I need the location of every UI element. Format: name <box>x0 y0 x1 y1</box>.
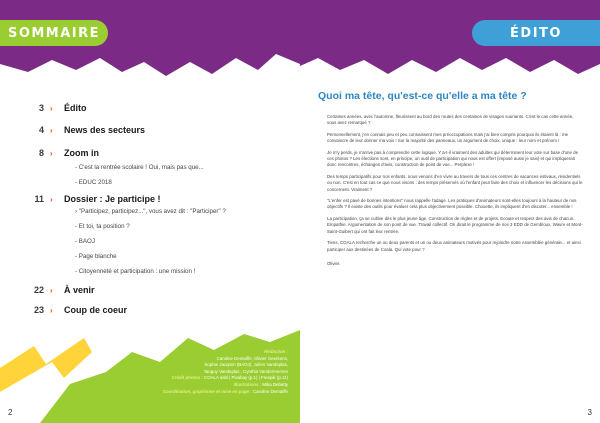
edito-title: Quoi ma tête, qu'est-ce qu'elle a ma tête ? <box>318 90 527 102</box>
toc-page-number: 8 <box>38 148 44 158</box>
toc-entry-dossier[interactable] <box>0 192 161 206</box>
edito-signature: Olivier. <box>327 260 341 266</box>
edito-paragraph: Des temps participatifs pour nos enfants, nous venons d'en vivre au travers de tous ces centres de vacances estivaux, résidentiels ou non. C'est en tout cas ce que nous visons : des temps préservés où l'enfant peut faire des choix et influencer les décisions qui le concernent. Vraiment ? <box>327 173 583 192</box>
arrow-right-icon: › <box>50 305 53 315</box>
edito-paragraph: "L'enfer est pavé de bonnes intentions" nous rappelle l'adage. Les pratiques d'animateurs sont-elles toujours à la hauteur de nos objectifs ? Il existe des outils pour évaluer cela plus objectivement possible. Chouette, ils impliquent d'en discuter... ensemble ! <box>327 198 577 210</box>
toc-entry-news[interactable] <box>0 123 145 137</box>
edito-paragraph: Personnellement, j'en connais peu et peu connaissent mes préoccupations mais j'ai bien compris pourquoi ils étaient là : me convaincre de leur donner ma voix ! Sur la majorité des panneaux, un argument de choix, unique : leur nom et prénom ! <box>327 131 569 144</box>
toc-page-number: 3 <box>38 103 44 113</box>
toc-title: À venir <box>64 285 95 295</box>
arrow-right-icon: › <box>50 148 53 158</box>
credits-block <box>92 349 288 395</box>
edito-tab: ÉDITO <box>472 20 600 46</box>
page-number-left: 2 <box>8 408 13 417</box>
toc-subentry[interactable]: - EDUC 2018 <box>75 179 112 186</box>
edito-body <box>327 114 583 266</box>
toc-title: News des secteurs <box>64 125 146 135</box>
toc-entry-zoom[interactable] <box>0 146 99 160</box>
toc-entry-coup-de-coeur[interactable] <box>0 303 127 317</box>
toc-title: Zoom in <box>64 148 99 158</box>
toc-subentry-text: "Participez, participez...", vous avez dit : "Participer" ? <box>78 208 226 215</box>
arrow-right-icon: › <box>50 285 53 295</box>
arrow-right-icon: › <box>50 194 53 204</box>
edito-paragraph: Certaines années, avec l'automne, fleurissent au bord des routes des centaines de visages souriants. C'est le cas cette année, vous avez remarqué ? <box>327 114 574 126</box>
edito-paragraph: Je m'y perds, je n'arrive pas à comprendre cette logique. Y a-t-il vraiment des adultes qui déterminent leur vote sur base d'une de ces photos ? Les élections sont, en principe, un outil de participation qui nous est offert (imposé aussi je sais) et qui impliquerait donc rencontres, échanges d'avis, construction de point de vue... Perplexe ! <box>327 149 579 168</box>
right-page-edito <box>300 0 600 423</box>
toc-entry-a-venir[interactable] <box>0 283 95 297</box>
credits-photos: Crédit photos : COALA asbl | Pixabay (p.1) | Freepik (p.11) <box>171 375 288 381</box>
edito-paragraph: Tiens, COALA recherche un ou deux parents et un ou deux animateurs motivés pour rejoindre notre Assemblée générale... et ainsi participer aux destinées de Coala. Qui vote pour ? <box>327 240 581 252</box>
toc-page-number: 11 <box>34 194 44 204</box>
toc-page-number: 22 <box>33 285 44 295</box>
credits-redaction-line: Sophie Jacqmin (BAOJ), Julien Vandeplas, <box>204 362 288 368</box>
toc-subentry[interactable]: - Page blanche <box>75 253 117 260</box>
credits-redaction-line: Tanguy Vandeplas , Cynthia Vandermeeren <box>203 368 288 374</box>
toc-subentry[interactable]: - C'est la rentrée scolaire ! Oui, mais pas que... <box>75 164 204 171</box>
credits-layout: Coordination, graphisme et mise en page : Caroline Demaiffe <box>162 388 288 394</box>
page-number-right: 3 <box>587 408 592 417</box>
sommaire-tab: SOMMAIRE <box>0 20 108 46</box>
arrow-right-icon: › <box>75 208 78 215</box>
toc-page-number: 23 <box>33 305 44 315</box>
toc-subentry[interactable]: - BAOJ <box>75 238 95 245</box>
toc-subentry[interactable]: - Citoyenneté et participation : une mission ! <box>75 268 196 275</box>
toc-entry-edito[interactable] <box>0 101 87 115</box>
toc-subentry[interactable]: - Et toi, ta position ? <box>75 223 130 230</box>
credits-redaction-label: Rédaction : <box>264 349 288 354</box>
toc-title: Dossier : Je participe ! <box>64 194 161 204</box>
edito-paragraph: La participation, ça se cultive dès le plus jeune âge. Construction de règles et de projets. Ecoute et respect des avis de chacun. Empathie. Argumentation de son point de vue. Travail collectif. On dirait le programme de nos 3 EDD de Gembloux, Wavre et Mont-Saint-Guibert qui ont fait leur rentrée. <box>327 216 583 234</box>
arrow-right-icon: › <box>50 125 53 135</box>
credits-redaction-line: Caroline Demaiffe, Olivier Geerkens, <box>216 355 288 361</box>
credits-illustrations: Illustrations : Mika Debatty <box>233 381 288 387</box>
toc-title: Édito <box>64 103 87 113</box>
toc-page-number: 4 <box>38 125 44 135</box>
toc-title: Coup de coeur <box>64 305 128 315</box>
toc-subentry[interactable] <box>75 207 226 216</box>
arrow-right-icon: › <box>50 103 53 113</box>
